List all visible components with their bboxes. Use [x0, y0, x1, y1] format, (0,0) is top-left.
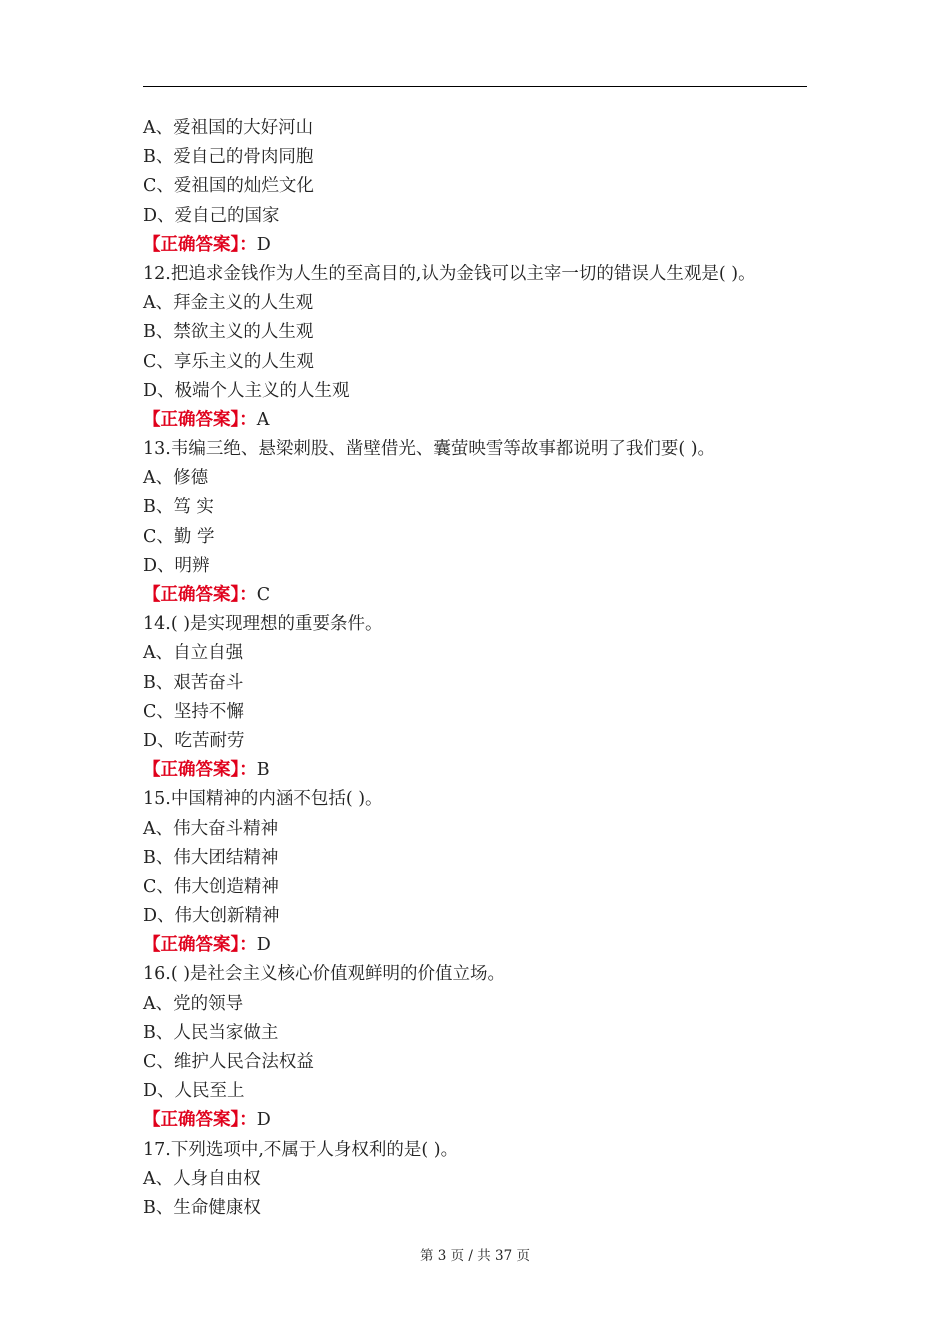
option-text: D、人民至上: [143, 1081, 245, 1102]
option-text: C、坚持不懈: [143, 701, 244, 722]
answer-value: D: [256, 1110, 271, 1131]
option-text: A、自立自强: [143, 643, 244, 664]
question-text: 14.( )是实现理想的重要条件。: [143, 614, 383, 635]
document-body: [143, 114, 843, 1223]
answer-value: C: [256, 585, 271, 605]
option-text: D、明辨: [143, 555, 210, 576]
page-footer: 第 3 页 / 共 37 页: [419, 1248, 531, 1264]
option-text: A、拜金主义的人生观: [143, 293, 314, 314]
answer-value: B: [256, 760, 270, 781]
option-text: B、禁欲主义的人生观: [143, 322, 314, 343]
option-text: A、党的领导: [143, 993, 244, 1014]
option-text: B、人民当家做主: [143, 1022, 279, 1043]
option-text: D、极端个人主义的人生观: [143, 380, 350, 401]
answer-value: D: [256, 234, 271, 255]
question-text: 12.把追求金钱作为人生的至高目的,认为金钱可以主宰一切的错误人生观是( )。: [143, 263, 756, 284]
answer-line: [143, 406, 843, 435]
answer-line: [143, 1106, 843, 1135]
answer-label: 【正确答案】：: [143, 935, 257, 956]
option-text: B、笃 实: [143, 497, 214, 518]
option-text: A、伟大奋斗精神: [143, 818, 279, 839]
answer-label: 【正确答案】：: [143, 409, 257, 430]
option-text: B、生命健康权: [143, 1197, 261, 1218]
option-text: C、勤 学: [143, 526, 215, 547]
option-text: C、伟大创造精神: [143, 876, 279, 897]
option-text: B、艰苦奋斗: [143, 672, 244, 693]
answer-label: 【正确答案】：: [143, 234, 257, 255]
option-text: C、爱祖国的灿烂文化: [143, 176, 314, 197]
option-text: D、吃苦耐劳: [143, 730, 245, 751]
option-text: D、爱自己的国家: [143, 205, 280, 226]
question-text: 16.( )是社会主义核心价值观鲜明的价值立场。: [143, 964, 506, 985]
option-text: B、伟大团结精神: [143, 847, 279, 868]
question-text: 15.中国精神的内涵不包括( )。: [143, 789, 383, 810]
answer-value: D: [256, 935, 271, 956]
option-text: D、伟大创新精神: [143, 906, 280, 927]
answer-line: [143, 756, 843, 785]
option-text: B、爱自己的骨肉同胞: [143, 147, 314, 168]
option-text: C、享乐主义的人生观: [143, 351, 314, 372]
answer-label: 【正确答案】：: [143, 760, 257, 781]
header-rule: [143, 86, 807, 87]
answer-line: [143, 931, 843, 960]
answer-value: A: [256, 409, 270, 430]
option-text: A、人身自由权: [143, 1168, 261, 1189]
answer-line: [143, 231, 843, 260]
option-text: C、维护人民合法权益: [143, 1052, 314, 1072]
answer-label: 【正确答案】：: [143, 1110, 257, 1131]
question-text: 17.下列选项中,不属于人身权利的是( )。: [143, 1139, 459, 1160]
option-text: A、修德: [143, 468, 209, 489]
answer-line: [143, 581, 843, 610]
option-text: A、爱祖国的大好河山: [143, 118, 314, 138]
question-text: 13.韦编三绝、悬梁刺股、凿壁借光、囊萤映雪等故事都说明了我们要( )。: [143, 439, 716, 460]
answer-label: 【正确答案】：: [143, 585, 257, 605]
